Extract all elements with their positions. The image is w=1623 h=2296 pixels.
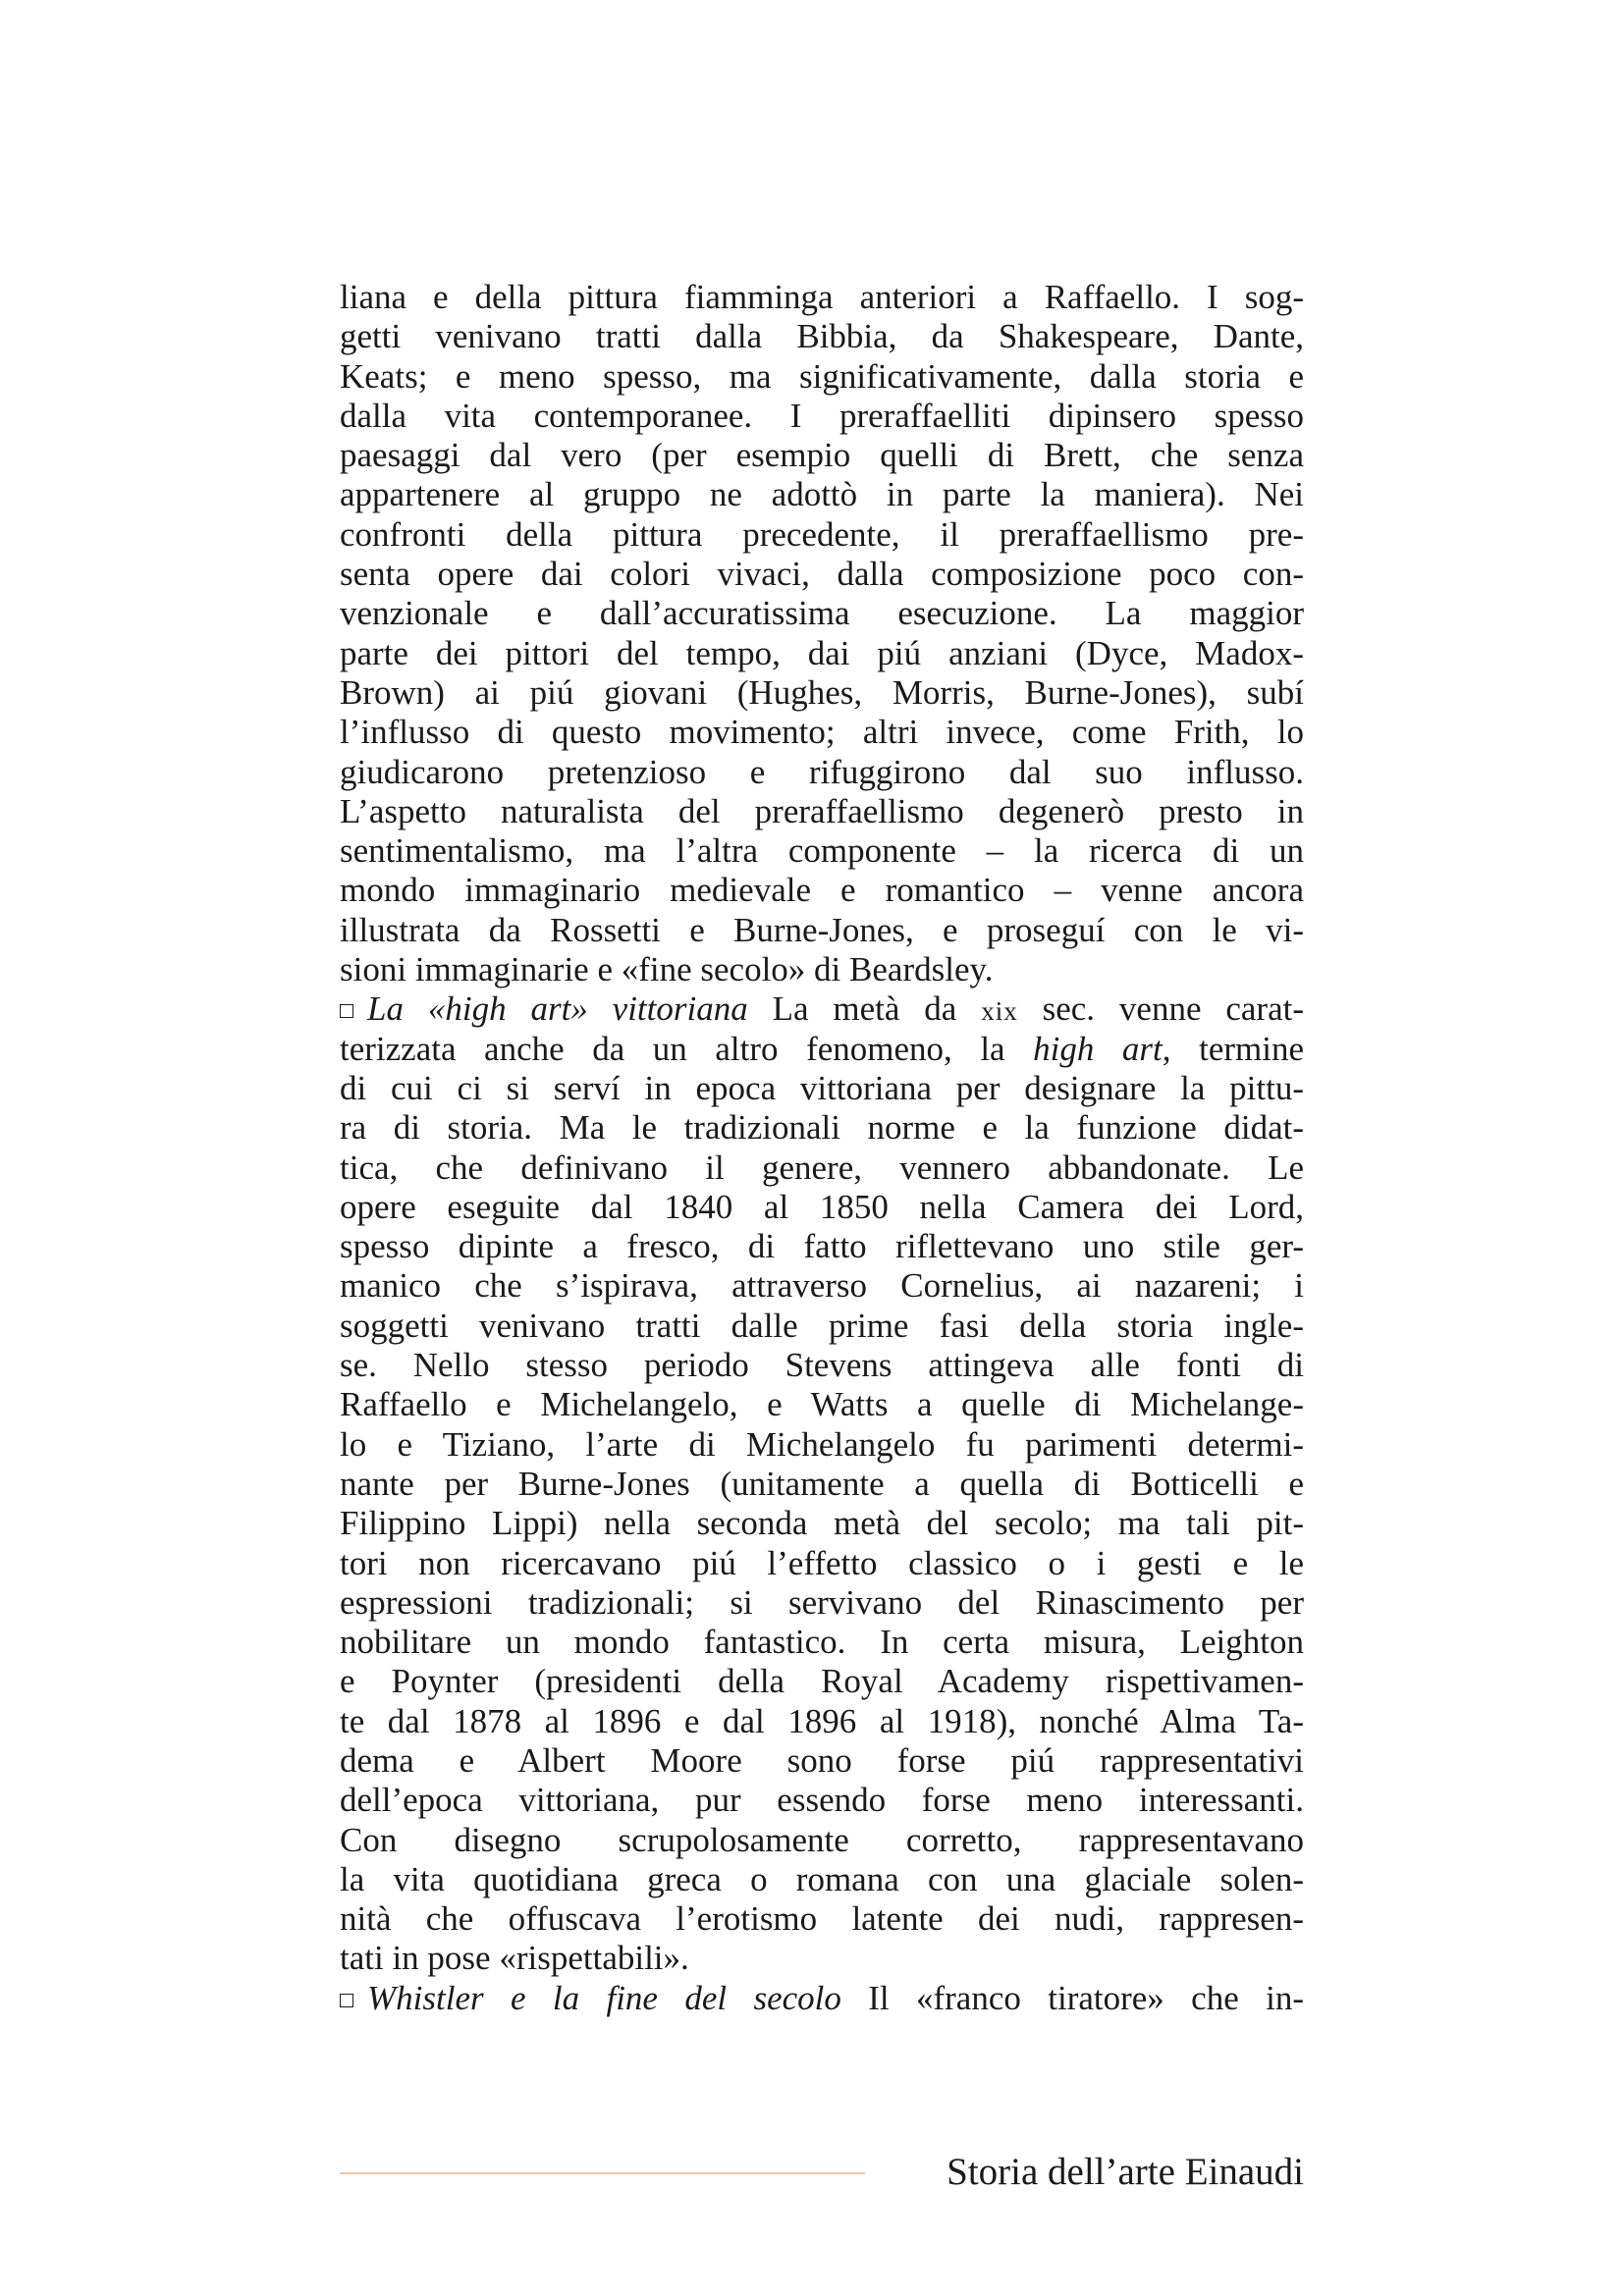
text-line: nante per Burne-Jones (unitamente a quella di Botticelli e [340,1464,1304,1503]
text-line: mondo immaginario medievale e romantico – venne ancora [340,871,1304,910]
text-line: spesso dipinte a fresco, di fatto riflettevano uno stile ger- [340,1227,1304,1266]
text-line: opere eseguite dal 1840 al 1850 nella Camera dei Lord, [340,1187,1304,1226]
text-line: ra di storia. Ma le tradizionali norme e la funzione didat- [340,1108,1304,1148]
text-span: La metà da [747,989,982,1029]
text-line: e Poynter (presidenti della Royal Academy rispettivamen- [340,1662,1304,1701]
text-line: venzionale e dall’accuratissima esecuzione. La maggior [340,594,1304,633]
italic-term: high art [1033,1029,1163,1068]
text-line: illustrata da Rossetti e Burne-Jones, e proseguí con le vi- [340,910,1304,949]
text-line: dell’epoca vittoriana, pur essendo forse meno interessanti. [340,1781,1304,1820]
section-heading: La «high art» vittoriana [367,989,748,1029]
text-line: parte dei pittori del tempo, dai piú anziani (Dyce, Madox- [340,633,1304,672]
text-line: appartenere al gruppo ne adottò in parte la maniera). Nei [340,475,1304,514]
text-line: la vita quotidiana greca o romana con una glaciale solen- [340,1859,1304,1898]
text-line: tati in pose «rispettabili». [340,1939,689,1978]
section-heading: Whistler e la fine del secolo [367,1978,841,2017]
text-span: Il «franco tiratore» che in- [840,1978,1304,2017]
text-line: paesaggi dal vero (per esempio quelli di Brett, che senza [340,436,1304,475]
footer-rule [340,2172,865,2174]
text-line: tica, che definivano il genere, vennero abbandonate. Le [340,1148,1304,1187]
text-line: lo e Tiziano, l’arte di Michelangelo fu parimenti determi- [340,1424,1304,1464]
section-heading-line [340,1979,1304,2018]
text-line: di cui ci si serví in epoca vittoriana per designare la pittu- [340,1068,1304,1107]
text-line: nità che offuscava l’erotismo latente dei nudi, rappresen- [340,1899,1304,1939]
text-line: liana e della pittura fiamminga anteriori a Raffaello. I sog- [340,278,1304,316]
text-line: tori non ricercavano piú l’effetto classico o i gesti e le [340,1543,1304,1582]
square-bullet-icon [340,1004,353,1018]
footer-title: Storia dell’arte Einaudi [947,2151,1304,2193]
square-bullet-icon [340,1994,353,2007]
text-line: dalla vita contemporanee. I preraffaelliti dipinsero spesso [340,396,1304,435]
century-numeral: xix [981,996,1018,1027]
text-span: , termine [1162,1029,1304,1068]
text-line: L’aspetto naturalista del preraffaellismo degenerò presto in [340,791,1304,830]
text-line: giudicarono pretenzioso e rifuggirono dal suo influsso. [340,752,1304,791]
text-line: Filippino Lippi) nella seconda metà del secolo; ma tali pit- [340,1504,1304,1543]
text-line: senta opere dai colori vivaci, dalla composizione poco con- [340,555,1304,594]
text-line: Keats; e meno spesso, ma significativamente, dalla storia e [340,356,1304,396]
text-span: sec. venne carat- [1017,989,1304,1029]
text-line: l’influsso di questo movimento; altri invece, come Frith, lo [340,713,1304,752]
text-line: confronti della pittura precedente, il preraffaellismo pre- [340,514,1304,554]
text-line: Con disegno scrupolosamente corretto, rappresentavano [340,1820,1304,1859]
text-line: Raffaello e Michelangelo, e Watts a quelle di Michelange- [340,1385,1304,1424]
text-span: terizzata anche da un altro fenomeno, la [340,1029,1034,1068]
text-line: sioni immaginarie e «fine secolo» di Beardsley. [340,950,994,989]
text-line: te dal 1878 al 1896 e dal 1896 al 1918), nonché Alma Ta- [340,1701,1304,1740]
text-line: manico che s’ispirava, attraverso Cornelius, ai nazareni; i [340,1266,1304,1306]
section-heading-line [340,989,1304,1029]
text-line: dema e Albert Moore sono forse piú rappresentativi [340,1740,1304,1780]
text-line: soggetti venivano tratti dalle prime fasi della storia ingle- [340,1306,1304,1345]
text-line: espressioni tradizionali; si servivano del Rinascimento per [340,1582,1304,1622]
text-line: se. Nello stesso periodo Stevens attingeva alle fonti di [340,1346,1304,1385]
text-line: getti venivano tratti dalla Bibbia, da Shakespeare, Dante, [340,317,1304,356]
text-line: Brown) ai piú giovani (Hughes, Morris, Burne-Jones), subí [340,672,1304,712]
text-line: sentimentalismo, ma l’altra componente – la ricerca di un [340,831,1304,871]
body-text [340,278,1304,2018]
text-line: nobilitare un mondo fantastico. In certa misura, Leighton [340,1623,1304,1662]
text-line [340,1030,1304,1069]
